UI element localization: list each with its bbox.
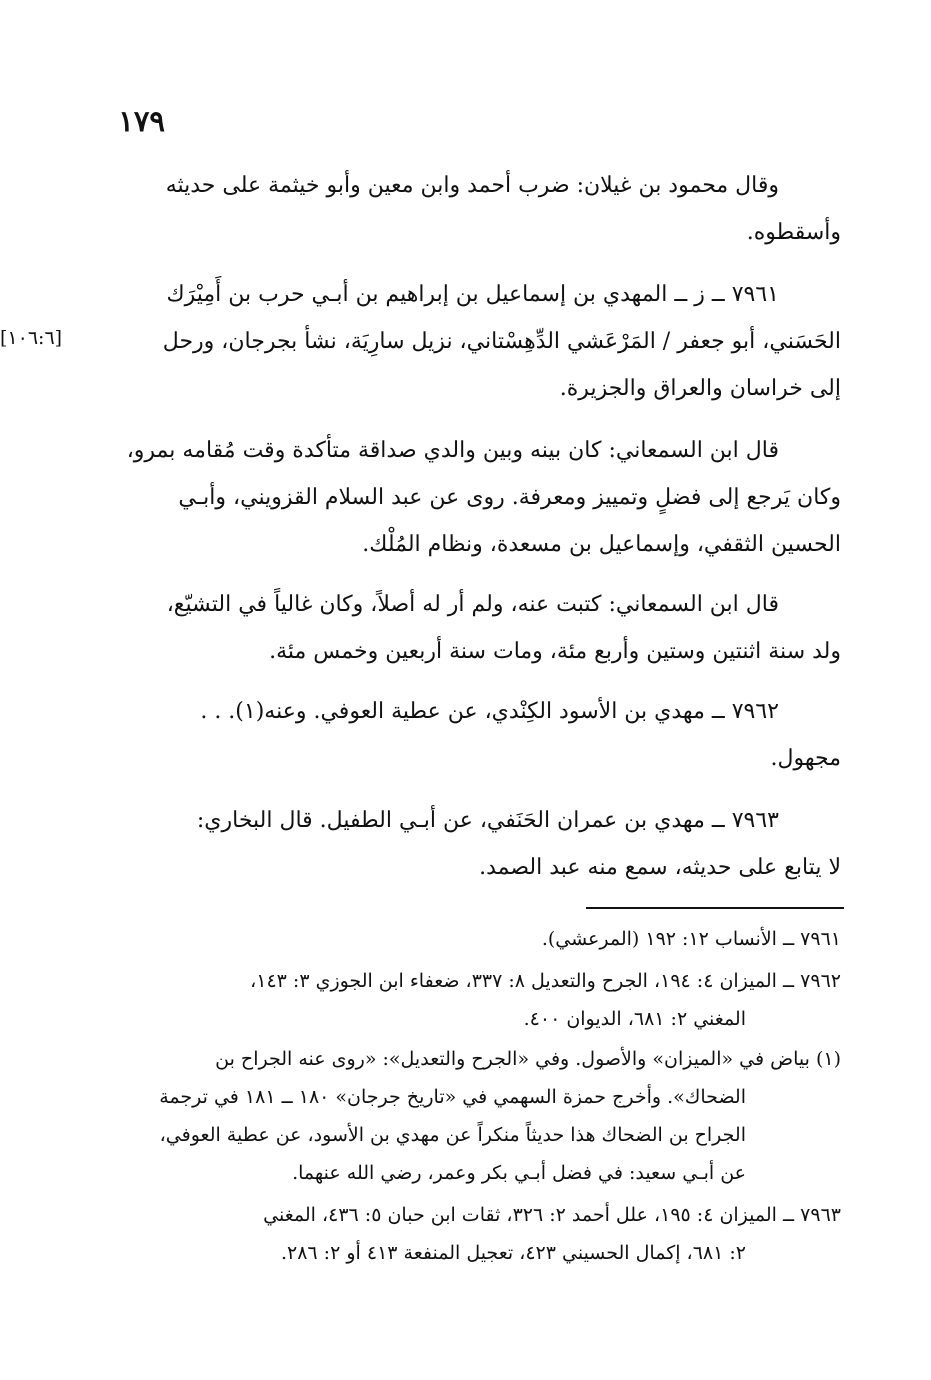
footnote-line: الضحاك». وأخرج حمزة السهمي في «تاريخ جرجان» ١٨٠ ــ ١٨١ في ترجمة	[159, 1086, 746, 1108]
footnote-line: ٢: ٦٨١، إكمال الحسيني ٤٢٣، تعجيل المنفعة ٤١٣ أو ٢: ٢٨٦.	[280, 1242, 746, 1264]
text-line: ٧٩٦٢ ــ مهدي بن الأسود الكِنْدي، عن عطية العوفي. وعنه(١). . .	[200, 699, 779, 724]
text-line: وكان يَرجع إلى فضلٍ وتمييز ومعرفة. روى عن عبد السلام القزويني، وأبـي	[178, 485, 841, 510]
text-line: قال ابن السمعاني: كان بينه وبين والدي صداقة متأكدة وقت مُقامه بمرو،	[126, 438, 779, 463]
margin-reference: [١٠٦:٦]	[0, 327, 63, 349]
footnote-7963	[86, 1196, 841, 1272]
footnote-7962	[86, 962, 841, 1038]
text-line: قال ابن السمعاني: كتبت عنه، ولم أر له أصلاً، وكان غالياً في التشيّع،	[166, 592, 779, 617]
text-line: ٧٩٦١ ــ ز ــ المهدي بن إسماعيل بن إبراهيم بن أبـي حرب بن أَمِيْرَك	[166, 282, 779, 307]
text-line: ولد سنة اثنتين وستين وأربع مئة، ومات سنة أربعين وخمس مئة.	[269, 639, 841, 664]
paragraph-samani-2	[86, 581, 841, 675]
text-line: الحسين الثقفي، وإسماعيل بن مسعدة، ونظام المُلْك.	[362, 532, 841, 557]
footnote-line: ٧٩٦٢ ــ الميزان ٤: ١٩٤، الجرح والتعديل ٨: ٣٣٧، ضعفاء ابن الجوزي ٣: ١٤٣،	[250, 970, 841, 992]
paragraph-samani-1	[86, 427, 841, 568]
footnote-divider	[586, 907, 844, 909]
paragraph-intro	[86, 162, 841, 256]
footnote-line: عن أبـي سعيد: في فضل أبـي بكر وعمر، رضي الله عنهما.	[292, 1162, 746, 1184]
footnote-7961	[86, 920, 841, 958]
page-number: ١٧٩	[118, 104, 165, 138]
footnote-line: الجراح بن الضحاك هذا حديثاً منكراً عن مهدي بن الأسود، عن عطية العوفي،	[159, 1124, 746, 1146]
footnote-line: ٧٩٦٣ ــ الميزان ٤: ١٩٥، علل أحمد ٢: ٣٢٦، ثقات ابن حبان ٥: ٤٣٦، المغني	[263, 1204, 841, 1226]
text-line: لا يتابع على حديثه، سمع منه عبد الصمد.	[479, 855, 841, 880]
text-line: ٧٩٦٣ ــ مهدي بن عمران الحَنَفي، عن أبـي الطفيل. قال البخاري:	[196, 808, 779, 833]
text-line: إلى خراسان والعراق والجزيرة.	[559, 376, 841, 401]
footnote-line: المغني ٢: ٦٨١، الديوان ٤٠٠.	[523, 1008, 746, 1030]
entry-7961	[86, 271, 841, 412]
footnote-1	[86, 1040, 841, 1192]
entry-7963	[86, 797, 841, 891]
text-line: مجهول.	[770, 746, 841, 771]
footnote-line: ٧٩٦١ ــ الأنساب ١٢: ١٩٢ (المرعشي).	[541, 928, 841, 950]
text-line: وقال محمود بن غيلان: ضرب أحمد وابن معين وأبو خيثمة على حديثه	[165, 173, 779, 198]
text-line: الحَسَني، أبو جعفر / المَرْعَشي الدِّهِسْتاني، نزيل سارِيَة، نشأ بجرجان، ورحل	[162, 329, 841, 354]
footnote-line: (١) بياض في «الميزان» والأصول. وفي «الجرح والتعديل»: «روى عنه الجراح بن	[215, 1048, 841, 1070]
entry-7962	[86, 688, 841, 782]
text-line: وأسقطوه.	[746, 220, 841, 245]
